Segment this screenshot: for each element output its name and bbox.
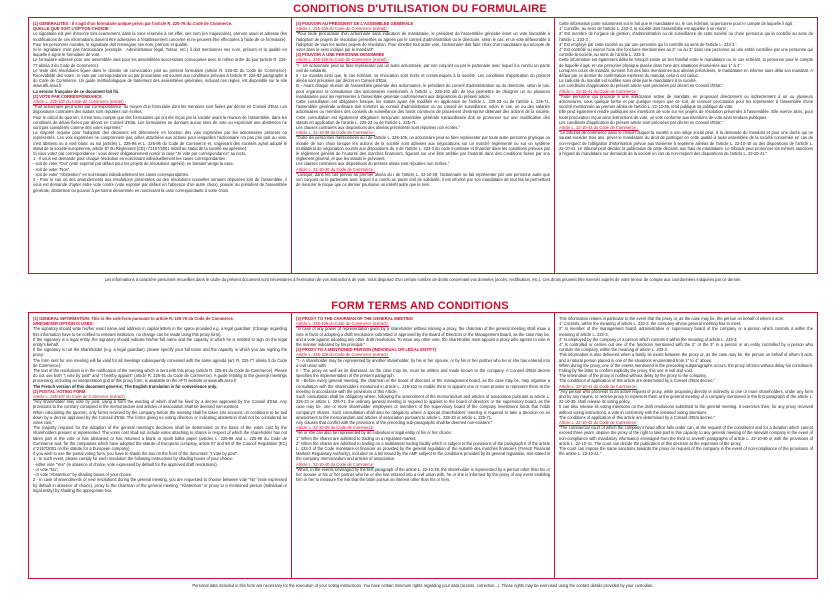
section-heading: QUELLE QUE SOIT L'OPTION CHOISIE :: [33, 26, 112, 32]
article-reference: Article L. 22-10-42 du Code de Commerce:: [559, 420, 638, 426]
paragraph: "Lorsque, dans les cas prévus au premier alinéa du I de l'article L. 22-10-39, l'actionnaire se fait représenter par une personne autre que son conjoint ou le partenaire avec lequel il a conclu un pacte civil de solidarité, il est informé par son mandataire de tout fait lui permettant de mesurer le risque que ce dernier poursuive un intérêt autre que le sien.: [296, 171, 550, 188]
article-reference: Article L. 225-106 du Code de Commerce (extrait) :: [296, 26, 389, 32]
paragraph: Le texte des résolutions figure dans le dossier de convocation joint au présent formulaire (article R. 225-81 du Code de Commerce). Recevabilité des votes : le vote par correspondance ou par procuration est soumis aux conditions prévues à l'article R. 225-83 paragraphe 8 du Code de Commerce. Un guide méthodologique de traitement des assemblées générales, incluant ces règles, est disponible sur le site www.afti.asso.fr.: [33, 67, 287, 89]
paragraph: Such consultation shall be obligatory where, following the amendment of the memorandum and articles of association pursuant to article L. 225-23 or article L. 225-71, the ordinary general meeting is required to appoint to the board of directors or the supervisory board, as the case may be, one or more shareholder employees or members of the supervisory board of the company investment funds that holds company's shares. Such consultation shall also be obligatory where a special shareholders' meeting is required to take a decision on an amendment to the memorandum and articles of association pursuant to article L. 225-23 or article L. 225-71.: [296, 394, 550, 420]
paragraph: If the signatory is a legal entity, the signatory should indicate his/her full name and the capacity in which he is entitled to sign on the legal entity's behalf.: [33, 336, 287, 348]
section-heading: (1) GENERALITES : Il s'agit d'un formulaire unique prévu par l'article R. 225-76 du Code de Commerce.: [33, 21, 233, 26]
paragraph: The majority required for the adoption of the general meeting's decisions shall be determined on the basis of the votes cast by the shareholders present or represented. The votes cast shall not include votes attaching to shares in respect of which the shareholder has not taken part in the vote or has abstained or has returned a blank or spoilt ballot paper (articles L. 225-96 and L. 225-98 du Code de Commerce and, for the companies which have adopted the statute of European company, article 57 and 58 of the Council Regulation (EC) n°2157/2001 on the statute for a European company).: [33, 425, 287, 452]
paragraph: Cette consultation est obligatoire lorsque, les statuts ayant été modifiés en application de l'article L. 225-23 ou de l'article L. 225-71, l'assemblée générale ordinaire doit nommer au conseil d'administration ou au conseil de surveillance, selon le cas, un ou des salariés actionnaires ou membres des conseils de surveillance des fonds communs de placement d'entreprise détenant des actions de la société. Cette consultation est également obligatoire lorsqu'une assemblée générale extraordinaire doit se prononcer sur une modification des statuts en application de l'article L. 225-23 ou de l'article L. 225-71.: [296, 99, 550, 125]
paragraph: The court can impose the same sanctions towards the proxy on request of the company in the event of non-compliance of the provisions of the article L. 22-10-41.": [559, 446, 813, 457]
paragraph: 1° When the shares are admitted to trading on a regulated market;: [296, 435, 417, 441]
paragraph: II - The proxy as well as its dismissal, as the case may be, must be written and made known to the company. A Conseil d'Etat decree specifies the implementation of the present paragraph.: [296, 368, 550, 379]
article-reference: Article L. 22-10-41 du Code de Commerce:: [559, 383, 638, 389]
column-en-3: [555, 313, 817, 578]
paragraph: 1 - Il vous est demandé pour chaque résolution en noircissant individuellement les cases correspondantes :: [33, 156, 228, 162]
paragraph: Lorsqu'en cours de mandat, survient l'un des faits mentionnés aux alinéas précédents, le mandataire en informe sans délai son mandant. A défaut par ce dernier de confirmation expresse du mandat, celui-ci est caduc.: [559, 67, 813, 79]
paragraph: Les conditions d'application du présent article sont précisées par décret en Conseil d'Etat.": [559, 119, 724, 125]
column-fr-2: [292, 18, 555, 273]
paragraph: This information relates in particular to the event that the proxy or, as the case may be, the person on behalf of whom it acts:: [559, 316, 784, 321]
paragraph: The termination of the proxy is notified without delay by the proxy to the company.: [559, 373, 707, 379]
article-reference: Article L. 22-10-39 du Code de Commerce :: [296, 130, 376, 136]
paragraph: 3° Est employé par cette société ou par une personne qui la contrôle au sens de l'article L. 233-3 ;: [559, 41, 737, 47]
paragraph: Si vous votez par correspondance : vous devez obligatoirement noircir la case "Je vote par correspondance" au recto.: [33, 151, 247, 157]
paragraph: - soit de voter "Non",: [33, 166, 71, 172]
paragraph: The text of the resolutions is in the notification of the meeting which is sent with this proxy (article R. 225-81 du Code de Commerce). Please do not use both "I vote by post" and "I hereby appoint" (article R. 225-81 du Code de Commerce). A guide relating to the general meetings processing, including an interpretation grid of this proxy form, is available on the AFTI website at www.afti.asso.fr.: [33, 368, 287, 384]
paragraph: 1° Contrôle, au sens de l'article L. 233-3, la société dont l'assemblée est appelée à se réunir ;: [559, 26, 729, 32]
paragraph: Pour le calcul du quorum, il n'est tenu compte que des formulaires qui ont été reçus par la société avant la réunion de l'assemblée, dans les conditions de délais fixées par décret en Conseil d'Etat. Les formulaires ne donnant aucun sens de vote ou exprimant une abstention ne sont pas considérés comme des votes exprimés.": [33, 114, 287, 131]
article-reference: Article L. 225-106 du Code de Commerce (extrait) :: [296, 57, 389, 63]
paragraph: "He or she can also be represented by an individual or legal entity of his or her choice:: [296, 430, 452, 436]
terms-panel-fr: [28, 17, 818, 274]
section-heading: (3) PROXY TO THE CHAIRMAN OF THE GENERAL MEETING: [296, 316, 413, 321]
article-reference: Article L. 22-10-39 du Code de Commerce:: [296, 425, 375, 431]
article-reference: Article L. 225-106 du Code de Commerce (extract):: [296, 321, 389, 327]
section-heading: WHICHEVER OPTION IS USED:: [33, 321, 94, 327]
page-title-fr: CONDITIONS D'UTILISATION DU FORMULAIRE: [293, 3, 547, 15]
column-en-2: [292, 313, 555, 578]
paragraph: Cette information porte notamment sur le fait que le mandataire ou, le cas échéant, la personne pour le compte de laquelle il agit :: [559, 21, 795, 26]
paragraph: - or vote "Abstention" by shading boxes of your choice.: [33, 472, 133, 478]
column-fr-1: [29, 18, 292, 273]
article-reference: Article L. 22-10-41 du Code de Commerce :: [559, 88, 639, 94]
paragraph: - soit de voter "Abstention" en noircissant individuellement les cases correspondantes.: [33, 171, 190, 177]
paragraph: This information is also delivered when a family tie exists between the proxy or, as the case may be, the person on behalf of whom it acts, and a natural person placed in one of the situations enumerated from 1° to 4° above.: [559, 352, 813, 363]
paragraph: Elle peut également rendre publiques ses intentions de vote sur les projets de résolution présentés à l'assemblée. Elle exerce alors, pour toute procuration reçue sans instructions de vote, un vote conforme aux intentions de vote ainsi rendues publiques.: [559, 109, 813, 120]
paragraph: Le signataire est prié d'inscrire très exactement, dans la zone réservée à cet effet, ses nom (en majuscules), prénom usuel et adresse (les modifications de ces informations doivent être adressées à l'établissement concerné et ne peuvent être effectuées à l'aide de ce formulaire).: [33, 31, 287, 42]
paragraph: 4° Is controlled or carries out one of the functions mentioned with the 2° or the 3° in a person or an entity controlled by a person who controls the company, within the meaning of article L. 233-3.: [559, 342, 813, 353]
section-heading: (4) PROXY TO A MENTIONED PERSON (INDIVIDUAL OR LEGAL ENTITY): [296, 347, 437, 353]
paragraph: "I - A shareholder may be represented by another shareholder, by his or her spouse, or by his or her partner who he or she has entered into a civil union with.: [296, 357, 550, 368]
paragraph: The signatory should write his/her exact name and address in capital letters in the space provided e.g. a legal guardian: (Change regarding this information have to be notified to relevant institution, no change can be made using this proxy form).: [33, 326, 287, 337]
article-reference: Article L. 22-10-40 du Code de Commerce:: [296, 461, 375, 467]
paragraph: III - Avant chaque réunion de l'assemblée générale des actionnaires, le président du conseil d'administration ou du directoire, selon le cas, peut organiser la consultation des actionnaires mentionnés à l'article L. 225-102 afin de leur permettre de désigner un ou plusieurs mandataires pour les représenter à l'assemblée générale conformément aux dispositions du présent article.: [296, 83, 550, 99]
paragraph: 2 - Pour le cas où des amendements aux résolutions présentées ou des résolutions nouvelles seraient déposées lors de l'assemblée, il vous est demandé d'opter entre vote contre (vote exprimé par défaut en l'absence d'un autre choix), pouvoir au président de l'assemblée générale, abstention ou pouvoir à personne dénommée en noircissant la case correspondante à votre choix.: [33, 177, 287, 193]
paragraph: 2 - In case of amendments or new resolutions during the general meeting, you are requested to choose between vote "No" (vote expressed by default in absence of choice), proxy to the chairman of the general meeting, "Abstention" or proxy to a mentioned person (individual or legal entity) by shading the appropriate box.: [33, 477, 287, 493]
section-heading: (2) POSTAL VOTING FORM: [33, 388, 86, 394]
paragraph: La caducité du mandat est notifiée sans délai par le mandataire à la société.: [559, 78, 697, 84]
paragraph: Any clauses that conflict with the provisions of the preceding sub-paragraphs shall be deemed non-existent.": [296, 420, 493, 426]
article-reference: Article L. 22-10-42 du Code de Commerce :: [559, 125, 639, 131]
paragraph: - soit de voter "Oui" (vote exprimé par défaut pour les projets de résolutions agréés), en laissant vierge la case,: [33, 161, 234, 167]
paragraph: La majorité requise pour l'adoption des décisions est déterminée en fonction des voix exprimées par les actionnaires présents ou représentés. Les voix exprimées ne comprennent pas celles attachées aux actions pour lesquelles l'actionnaire n'a pas pris part au vote, s'est abstenu ou a voté blanc ou nul (articles L. 225-96 et L. 225-98 du Code de Commerce et, s'agissant des sociétés ayant adopté le statut de la société européenne, article 57 du Règlement (CE) n°2157/2001 relatif au statut de la société européenne).: [33, 130, 287, 151]
article-reference: Article L. 225-107 du Code de Commerce (extrait) :: [33, 99, 126, 105]
paragraph: Le formulaire adressé pour une assemblée vaut pour les assemblées successives convoquées avec le même ordre du jour (article R. 225-77 alinéa 3 du Code de Commerce).: [33, 57, 287, 68]
paragraph: "When, in the events envisaged by the first paragraph of the article L. 22-10-39, the shareholder is represented by a person other than his or her spouse or his or her partner who he or she has entered into a civil union with, he or she is informed by the proxy of any event enabling him or her to measure the risk that the latter pursue an interest other than his or hers.: [296, 466, 550, 483]
paragraph: Cette information est également délivrée lorsqu'il existe un lien familial entre le mandataire ou, le cas échéant, la personne pour le compte de laquelle il agit, et une personne physique placée dans l'une des situations énumérées aux 1° à 4°.: [559, 57, 813, 68]
paragraph: Les clauses contraires aux dispositions des alinéas précédents sont réputées non écrites.": [296, 125, 460, 131]
paragraph: Si le signataire n'est pas l'actionnaire (exemple : Administrateur légal, Tuteur, etc.) il doit mentionner ses nom, prénom et la qualité en laquelle il signe le formulaire de vote.: [33, 47, 287, 58]
paragraph: "Toute personne qui procède à une sollicitation active de mandats, en proposant directement ou indirectement à un ou plusieurs actionnaires, sous quelque forme et par quelque moyen que ce soit, de recevoir procuration pour les représenter à l'assemblée d'une société mentionnée au premier alinéa de l'article L. 22-10-39, rend publique sa politique de vote.: [559, 93, 813, 110]
paragraph: - either vote "Yes" (in absence of choice, vote expressed by default for the approved draft resolutions),: [33, 461, 218, 467]
article-reference: Article L. 225-106 du Code de Commerce (extract):: [296, 352, 389, 358]
paragraph: Pour les personnes morales, le signataire doit renseigner ses nom, prénom et qualité.: [33, 41, 189, 47]
terms-panel-en: [28, 312, 818, 579]
paragraph: Les conditions d'application du présent article sont précisées par décret en Conseil d'Etat.": [559, 83, 724, 89]
article-reference: Article L. 22-10-40 du Code de Commerce :: [296, 166, 376, 172]
paragraph: 1 - In such event, please comply for each resolution the following instructions by shading boxes of your choice:: [33, 456, 234, 462]
paragraph: The conditions of application of this article are determined by a Conseil d'Etat decree.": [559, 414, 716, 420]
privacy-note-en: Personal data included in this form are necessary for the execution of your voting instructions. You have certain minimum rights regarding your data (access, correction...). These rights may be exercised using the contact details provided by your custodian.: [192, 583, 654, 588]
paragraph: "Tout actionnaire peut voter par correspondance, au moyen d'un formulaire dont les mentions sont fixées par décret en Conseil d'Etat. Les dispositions contraires des statuts sont réputées non écrites.: [33, 104, 287, 115]
paragraph: 2° When the shares are admitted to trading on a multilateral trading facility which is subject to the provisions of the paragraph II of the article L. 433-3 of the Code monétaire et financier as provided by the general regulation of the Autorité des marchés financiers (French Financial Markets Regulatory Authority), included on a list issued by the AMF subject to the conditions provided by its general regulation, and stated in the company memorandum and articles of association.: [296, 440, 550, 462]
paragraph: 3° Is employed by the company or a person which controls it within the meaning of article L. 233-3;: [559, 336, 738, 342]
paragraph: "The commercial court of which the company's head office falls under can, at the request of the constituent and for a duration which cannot exceed three years, deprive the proxy of the right to take part in this capacity to any general meeting of the relevant company in the event of non-compliance with mandatory information envisaged from the third to seventh paragraphs of article L. 22-10-40 or with the provisions of article L. 22-10-41. The court can decide the publication of this decision at the expenses of the proxy.: [559, 425, 813, 446]
paragraph: "I - Un actionnaire peut se faire représenter par un autre actionnaire, par son conjoint ou par le partenaire avec lequel il a conclu un pacte civil de solidarité.: [296, 62, 550, 73]
section-heading: (4) POUVOIR À UNE PERSONNE DÉNOMMÉE: [296, 52, 385, 58]
paragraph: The form sent for one meeting will be valid for all meetings subsequently convened with the same agenda (art. R. 225-77 alinéa 3 du Code de Commerce).: [33, 357, 287, 368]
paragraph: "Le tribunal de commerce dans le ressort duquel la société a son siège social peut, à la demande du mandant et pour une durée qui ne saurait excéder trois ans, priver le mandataire du droit de participer en cette qualité à toute assemblée de la société concernée en cas de non-respect de l'obligation d'information prévue aux troisième à septième alinéas de l'article L. 22-10-40 ou des dispositions de l'article L. 22-10-41. Le tribunal peut décider la publication de cette décision aux frais du mandataire. Le tribunal peut prononcer les mêmes sanctions à l'égard du mandataire sur demande de la société en cas de non-respect des dispositions de l'article L. 22-10-41.": [559, 130, 813, 157]
bold-notice: The French version of this document governs; The English translation is for convenience only.: [33, 383, 218, 389]
page-title-en: FORM TERMS AND CONDITIONS: [331, 300, 509, 312]
paragraph: Les clauses contraires aux dispositions du présent alinéa sont réputées non écrites.": [296, 161, 450, 167]
paragraph: III - Before every general meeting, the chairman of the board of directors or the management board, as the case may be, may organise a consultation with the shareholders mentioned in article L. 225-102 to enable them to appoint one or more proxies to represent them at the meeting in accordance with the provisions of this Article.: [296, 378, 550, 394]
column-fr-3: [555, 18, 817, 273]
article-reference: Article L. 225-107 du Code de Commerce (extract):: [33, 394, 126, 400]
paragraph: The conditions of application of this article are determined by a Conseil d'Etat decree.": [559, 378, 716, 384]
section-heading: (2) VOTE PAR CORRESPONDANCE: [33, 93, 102, 99]
paragraph: If you wish to use the postal voting form, you have to shade the box on the front of the document: "I vote by post".: [33, 451, 239, 457]
paragraph: When during the proxy, one of the events mentioned in the preceding subparagraphs occurs, the proxy informs without delay his constituent. Failing by the latter to confirm explicitly the proxy, this one is null and void.: [559, 362, 813, 374]
paragraph: "Pour toute procuration d'un actionnaire sans indication de mandataire, le président de l'assemblée générale émet un vote favorable à l'adoption de projets de résolution présentés ou agréés par le conseil d'administration ou le directoire, selon le cas, et un vote défavorable à l'adoption de tous les autres projets de résolution. Pour émettre tout autre vote, l'actionnaire doit faire choix d'un mandataire qui accepte de voter dans le sens indiqué par le mandant".: [296, 31, 550, 53]
paragraph: 4° Est contrôlé ou exerce l'une des fonctions mentionnées au 2° ou au 3° dans une personne ou une entité contrôlée par une personne qui contrôle la société, au sens de l'article L. 233-3.: [559, 47, 813, 58]
paragraph: "Any shareholder may vote by post, using a form the wording of which shall be fixed by a decree approved by the Conseil d'Etat. Any provisions to the contrary contained in the memorandum and articles of association shall be deemed non-existent.: [33, 399, 287, 410]
paragraph: "Outre les personnes mentionnées au I de l'article L. 225-106, un actionnaire peut se faire représenter par toute autre personne physique ou morale de son choix lorsque les actions de la société sont admises aux négociations sur un marché réglementé ou sur un système multilatéral de négociation soumis aux dispositions du II de l'article L. 433-3 du code monétaire et financier dans les conditions prévues par le règlement général de l'Autorité des marchés financiers, figurant sur une liste arrêtée par l'autorité dans des conditions fixées par son règlement général, et que les statuts le prévoient.: [296, 135, 550, 162]
paragraph: If the signatory is not the shareholder (e.g. a legal guardian), please specify your full name and the capacity in which you are signing the proxy.: [33, 347, 287, 358]
paragraph: 1° Controls, within the meaning of article L. 233-3, the company whose general meeting has to meet;: [559, 321, 742, 327]
paragraph: "Any person who proceeds to an active request of proxy, while proposing directly or indirectly to one or more shareholders, under any form and by any means, to receive proxy to represent them at the general meeting of a company mentioned in the first paragraph of the article L. 22-10-39, shall release its voting policy.: [559, 388, 813, 405]
paragraph: II - Le mandat ainsi que, le cas échéant, sa révocation sont écrits et communiqués à la société. Les conditions d'application du présent alinéa sont précisées par décret en Conseil d'Etat.: [296, 73, 550, 84]
column-en-1: [29, 313, 292, 578]
privacy-note-fr: Les informations à caractère personnel recueillies dans le cadre du présent document sont nécessaires à l'exécution de vos instructions de vote. Vous disposez d'un certain nombre de droits concernant vos données (accès, rectification, etc.). Ces droits peuvent être exercés auprès de votre teneur de compte aux coordonnées indiquées par ce dernier.: [104, 277, 742, 282]
paragraph: "In case of any power of representation given by a shareholder without naming a proxy, the chairman of the general meeting shall issue a vote in favor of adopting a draft resolutions submitted or approved by the Board of Directors or the Management Board, as the case may be, and a vote against adopting any other draft resolutions. To issue any other vote, the shareholder must appoint a proxy who agrees to vote in the manner indicated by his principal.": [296, 326, 550, 348]
paragraph: - or vote "No",: [33, 466, 59, 472]
paragraph: When calculating the quorum, only forms received by the company before the meeting shall be taken into account, on conditions to be laid down by a decree approved by the Conseil d'Etat. The forms giving no voting direction or indicating abstention shall not be considered as votes cast.": [33, 409, 287, 426]
section-heading: (1) GENERAL INFORMATION: This is the sole form pursuant to article R. 225-76 du Code de Commerce.: [33, 316, 234, 321]
bold-notice: La version française de ce document fait foi.: [33, 88, 120, 94]
paragraph: 2° Est membre de l'organe de gestion, d'administration ou de surveillance de cette société ou d'une personne qui la contrôle au sens de l'article L. 233-3 ;: [559, 31, 813, 42]
paragraph: 2° Is member of the management board, administrative or supervisory board of the company or a person which controls it within the meaning of article L. 233-3;: [559, 326, 813, 337]
paragraph: It can also release its voting intentions on the draft resolutions submitted to the general meeting. It exercises then, for any proxy received without voting instructions, a vote in conformity with the released voting intentions.: [559, 404, 813, 415]
section-heading: (3) POUVOIR AU PRÉSIDENT DE L'ASSEMBLÉE GÉNÉRALE: [296, 21, 414, 26]
